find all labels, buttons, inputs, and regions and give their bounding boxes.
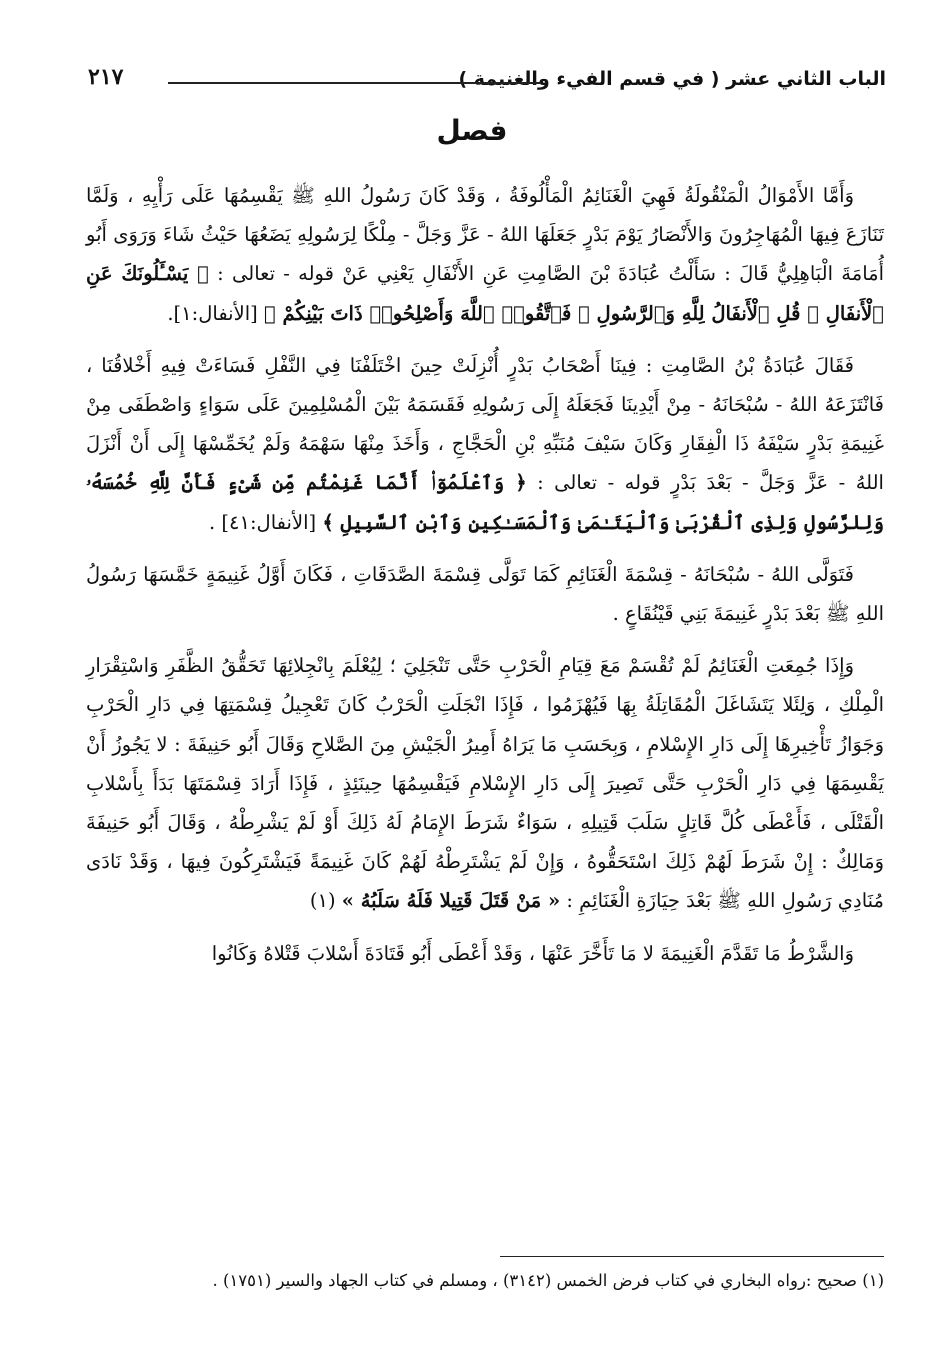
quran-verse: ﴿ يَسْـَٔلُونَكَ عَنِ ٱلْأَنفَالِ ۖ قُلِ ٱلْأَنفَالُ لِلَّهِ وَٱلرَّسُولِ ۖ فَٱتَّقُوا۟ ٱللَّهَ وَأَصْلِحُوا۟ ذَاتَ بَيْنِكُمْ ﴾ — [86, 262, 884, 325]
page-number: ٢١٧ — [88, 64, 124, 90]
paragraph-text: وَإِذَا جُمِعَتِ الْغَنَائِمُ لَمْ تُقْسَمْ مَعَ قِيَامِ الْحَرْبِ حَتَّى تَنْجَلِيَ ؛ لِيُعْلَمَ بِانْجِلائِهَا تَحَقُّقُ الظَّفَرِ وَاسْتِقْرَارِ الْمِلْكِ ، وَلِئَلا يَتَشَاغَلَ الْمُقَاتِلَةُ بِهَا فَيُهْزَمُوا ، فَإِذَا انْجَلَتِ الْحَرْبُ كَانَ تَعْجِيلُ قِسْمَتِهَا فِي دَارِ الْحَرْبِ وَجَوَازُ تَأْخِيرِهَا إِلَى دَارِ الإِسْلامِ ، وَبِحَسَبِ مَا يَرَاهُ أَمِيرُ الْجَيْشِ مِنَ الصَّلاحِ وَقَالَ أَبُو حَنِيفَةَ : لا يَجُوزُ أَنْ يَقْسِمَهَا فِي دَارِ الْحَرْبِ حَتَّى تَصِيرَ إِلَى دَارِ الإِسْلامِ فَيَقْسِمُهَا حِينَئِذٍ ، فَإِذَا أَرَادَ قِسْمَتَهَا بَدَأَ بِأَسْلابِ الْقَتْلَى ، فَأَعْطَى كُلَّ قَاتِلٍ سَلَبَ قَتِيلِهِ ، سَوَاءٌ شَرَطَ الإِمَامُ لَهُ ذَلِكَ أَوْ لَمْ يَشْرِطْهُ ، وَقَالَ أَبُو حَنِيفَةَ وَمَالِكٌ : إِنْ شَرَطَ لَهُمْ ذَلِكَ اسْتَحَقُّوهُ ، وَإِنْ لَمْ يَشْتَرِطْهُ لَهُمْ كَانَ غَنِيمَةً فَيَشْتَرِكُونَ فِيهَا ، وَقَدْ نَادَى مُنَادِي رَسُولِ اللهِ ﷺ بَعْدَ حِيَازَةِ الْغَنَائِمِ : — [86, 654, 884, 913]
section-title: فصل — [436, 114, 508, 147]
paragraph-text: وَالشَّرْطُ مَا تَقَدَّمَ الْغَنِيمَةَ لا مَا تَأَخَّرَ عَنْهَا ، وَقَدْ أَعْطَى أَبُو قَتَادَةَ أَسْلابَ قَتْلاهُ وَكَانُوا — [211, 941, 854, 965]
footnote-marker: (١) — [309, 889, 342, 913]
quran-verse: ﴿ وَٱعْلَمُوٓا۟ أَنَّمَا غَنِمْتُم مِّن شَىْءٍ فَأَنَّ لِلَّهِ خُمُسَهُۥ وَلِلرَّسُولِ وَلِذِى ٱلْقُرْبَىٰ وَٱلْيَتَـٰمَىٰ وَٱلْمَسَـٰكِينِ وَٱبْنِ ٱلسَّبِيلِ ﴾ — [86, 471, 884, 534]
footnote-rule — [500, 1256, 884, 1257]
header-rule — [168, 82, 541, 84]
paragraph-text: وَأَمَّا الأَمْوَالُ الْمَنْقُولَةُ فَهِيَ الْغَنَائِمُ الْمَأْلُوفَةُ ، وَقَدْ كَانَ رَسُولُ اللهِ ﷺ يَقْسِمُهَا عَلَى رَأْيِهِ ، وَلَمَّا تَنَازَعَ فِيهَا الْمُهَاجِرُونَ وَالأَنْصَارُ يَوْمَ بَدْرٍ جَعَلَهَا اللهُ - عَزَّ وَجَلَّ - مِلْكًا لِرَسُولِهِ يَضَعُهَا حَيْثُ شَاءَ وَرَوَى أَبُو أُمَامَةَ الْبَاهِلِيُّ قَالَ : سَأَلْتُ عُبَادَةَ بْنَ الصَّامِتِ عَنِ الأَنْفَالِ يَعْنِي عَنْ قوله - تعالى : — [86, 184, 884, 286]
paragraph — [86, 346, 884, 542]
running-header — [88, 62, 886, 102]
paragraph-text: فَتَوَلَّى اللهُ - سُبْحَانَهُ - قِسْمَةَ الْغَنَائِمِ كَمَا تَوَلَّى قِسْمَةَ الصَّدَقَاتِ ، فَكَانَ أَوَّلُ غَنِيمَةٍ خَمَّسَهَا رَسُولُ اللهِ ﷺ بَعْدَ بَدْرٍ غَنِيمَةَ بَنِي قَيْنُقَاعٍ . — [86, 562, 884, 626]
footnote: (١) صحيح :رواه البخاري في كتاب فرض الخمس (٣١٤٢) ، ومسلم في كتاب الجهاد والسير (١٧٥١) . — [212, 1271, 884, 1290]
paragraph — [86, 646, 884, 920]
body-text — [86, 176, 884, 986]
paragraph-text: فَقَالَ عُبَادَةُ بْنُ الصَّامِتِ : فِينَا أَصْحَابُ بَدْرٍ أُنْزِلَتْ حِينَ اخْتَلَفْنَا فِي النَّفْلِ فَسَاءَتْ فِيهِ أَخْلاقُنَا ، فَانْتَزَعَهُ اللهُ - سُبْحَانَهُ - مِنْ أَيْدِينَا فَجَعَلَهُ إِلَى رَسُولِهِ فَقَسَمَهُ بَيْنَ الْمُسْلِمِينَ عَلَى سَوَاءٍ وَاصْطَفَى مِنْ غَنِيمَةِ بَدْرٍ سَيْفَهُ ذَا الْفِقَارِ وَكَانَ سَيْفَ مُنَبِّهِ بْنِ الْحَجَّاجِ ، وَأَخَذَ مِنْهَا سَهْمَهُ وَلَمْ يُخَمِّسْهَا إِلَى أَنْ أَنْزَلَ اللهُ - عَزَّ وَجَلَّ - بَعْدَ بَدْرٍ قوله - تعالى : — [86, 353, 884, 495]
paragraph — [86, 555, 884, 633]
verse-reference: [الأنفال:٤١] . — [209, 510, 323, 534]
hadith-quote: « مَنْ قَتَلَ قَتِيلا فَلَهُ سَلَبُهُ » — [341, 889, 561, 913]
paragraph — [86, 176, 884, 333]
verse-reference: [الأنفال:١]. — [167, 301, 264, 325]
paragraph — [86, 934, 884, 973]
chapter-title: الباب الثاني عشر ( في قسم الفيء والغنيمة ) — [458, 68, 886, 90]
